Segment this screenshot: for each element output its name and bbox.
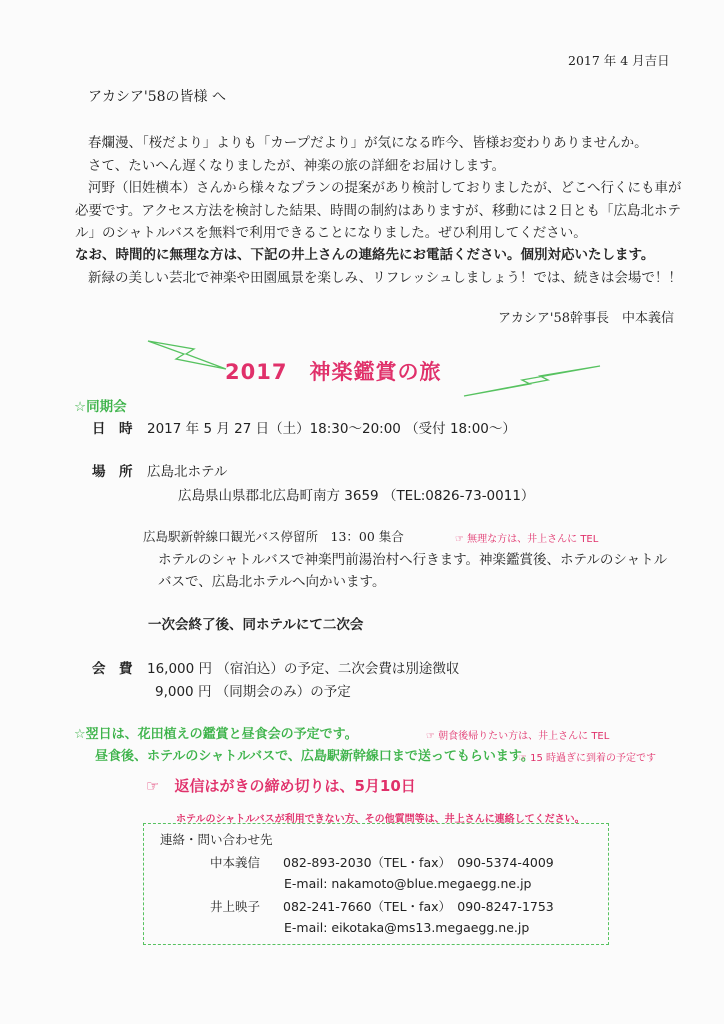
fee-label: 会 費 xyxy=(92,661,133,677)
datetime-label: 日 時 xyxy=(92,421,133,437)
datetime-value: 2017 年 5 月 27 日（土）18:30～20:00 （受付 18:00～） xyxy=(147,421,516,437)
next-day-line: 昼食後、ホテルのシャトルバスで、広島駅新幹線口まで送ってもらいます。 xyxy=(95,749,534,764)
place-label: 場 所 xyxy=(92,464,133,480)
contact-name: 中本義信 xyxy=(210,855,261,870)
next-day-line: ☆翌日は、花田植えの鑑賞と昼食会の予定です。 xyxy=(74,727,358,742)
next-day-note: ☞ 朝食後帰りたい方は、井上さんに TEL xyxy=(426,731,610,742)
reply-deadline: ☞ 返信はがきの締め切りは、5月10日 xyxy=(146,777,416,795)
body-line: 必要です。アクセス方法を検討した結果、時間の制約はありますが、移動には２日とも「広島北ホテ xyxy=(75,203,682,219)
body-line: なお、時間的に無理な方は、下記の井上さんの連絡先にお電話ください。個別対応いたします。 xyxy=(75,247,655,263)
next-day-note: ☞ 15 時過ぎに到着の予定です xyxy=(518,753,657,764)
lightning-left-icon xyxy=(146,333,228,373)
meeting-note: ☞ 無理な方は、井上さんに TEL xyxy=(455,534,599,545)
shuttle-line: バスで、広島北ホテルへ向かいます。 xyxy=(158,574,386,590)
contact-email[interactable]: E-mail: nakamoto@blue.megaegg.ne.jp xyxy=(284,876,532,891)
letter-date: 2017 年 4 月吉日 xyxy=(568,53,670,68)
body-line: 河野（旧姓横本）さんから様々なプランの提案があり検討しておりましたが、どこへ行くにも車が xyxy=(88,180,682,196)
place-name: 広島北ホテル xyxy=(147,464,228,480)
contact-name: 井上映子 xyxy=(210,899,261,914)
greeting: アカシア'58の皆様 へ xyxy=(88,89,226,105)
lightning-right-icon xyxy=(460,362,602,398)
body-line: さて、たいへん遅くなりましたが、神楽の旅の詳細をお届けします。 xyxy=(88,158,506,174)
place-address: 広島県山県郡北広島町南方 3659 （TEL:0826-73-0011） xyxy=(178,488,535,504)
meeting-point: 広島駅新幹線口観光バス停留所 13：00 集合 xyxy=(143,529,404,544)
signature: アカシア'58幹事長 中本義信 xyxy=(498,311,674,326)
contact-heading: 連絡・問い合わせ先 xyxy=(160,832,273,847)
shuttle-line: ホテルのシャトルバスで神楽門前湯治村へ行きます。神楽鑑賞後、ホテルのシャトル xyxy=(158,552,668,568)
contact-phone: 082-893-2030（TEL・fax） 090-5374-4009 xyxy=(283,855,554,870)
body-line: 春爛漫、「桜だより」よりも「カープだより」が気になる昨今、皆様お変わりありませんか。 xyxy=(88,135,648,151)
after-party: 一次会終了後、同ホテルにて二次会 xyxy=(148,617,364,633)
fee-line: 16,000 円 （宿泊込）の予定、二次会費は別途徴収 xyxy=(147,661,460,677)
contact-phone: 082-241-7660（TEL・fax） 090-8247-1753 xyxy=(283,899,554,914)
fee-line: 9,000 円 （同期会のみ）の予定 xyxy=(155,684,351,700)
body-line: 新緑の美しい芸北で神楽や田園風景を楽しみ、リフレッシュしましょう！では、続きは会場で！！ xyxy=(88,270,682,286)
contact-email[interactable]: E-mail: eikotaka@ms13.megaegg.ne.jp xyxy=(284,920,530,935)
shuttle-notice: ホテルのシャトルバスが利用できない方、その他質問等は、井上さんに連絡してください。 xyxy=(176,814,585,825)
body-line: ル」のシャトルバスを無料で利用できることになりました。ぜひ利用してください。 xyxy=(75,225,587,241)
event-title: 2017 神楽鑑賞の旅 xyxy=(225,360,442,384)
reunion-heading: ☆同期会 xyxy=(74,399,127,415)
